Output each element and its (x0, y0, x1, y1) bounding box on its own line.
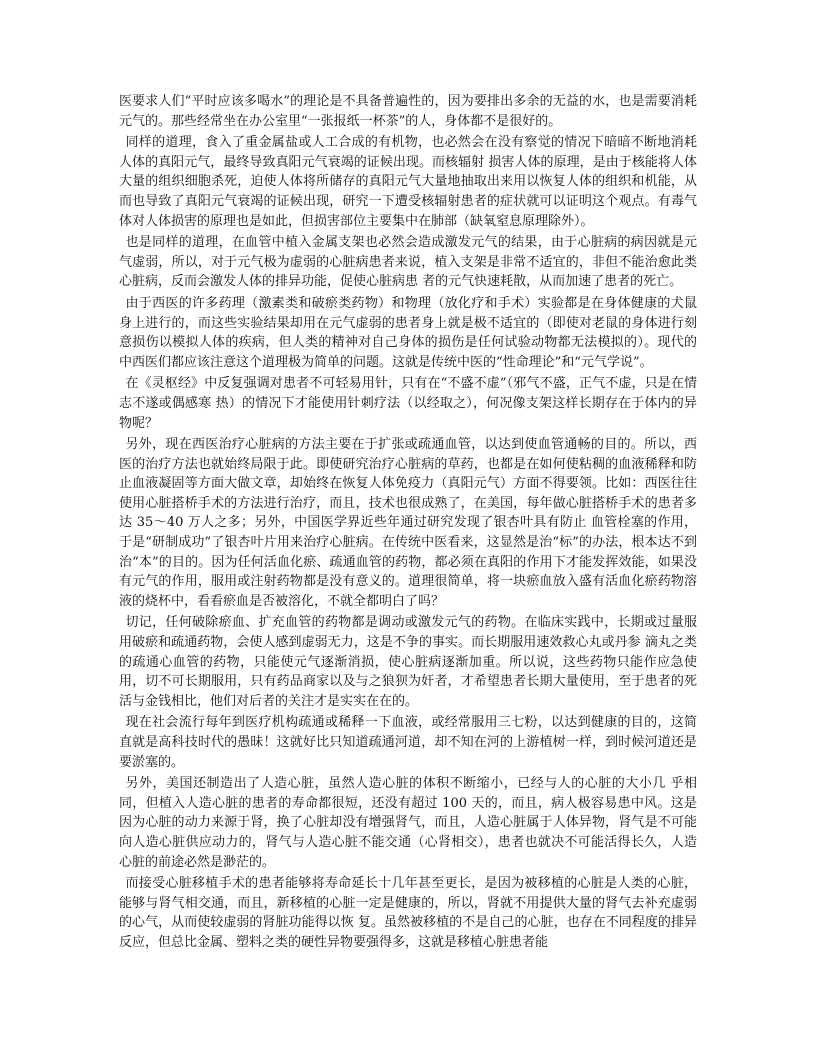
document-body (119, 92, 697, 955)
paragraph-3: 也是同样的道理，在血管中植入金属支架也必然会造成激发元气的结果，由于心脏病的病因就是元气虚弱，所以，对于元气极为虚弱的心脏病患者来说，植入支架是非常不适宜的，非但不能治愈此类心脏病，反而会激发人体的排异功能，促使心脏病患 者的元气快速耗散，从而加速了患者的死亡。 (119, 235, 697, 290)
paragraph-1: 医要求人们“平时应该多喝水”的理论是不具备普遍性的，因为要排出多余的无益的水，也是需要消耗元气的。那些经常坐在办公室里“一张报纸一杯茶”的人，身体都不是很好的。 (119, 94, 697, 129)
paragraph-6: 另外，现在西医治疗心脏病的方法主要在于扩张或疏通血管，以达到使血管通畅的目的。所以，西医的治疗方法也就始终局限于此。即使研究治疗心脏病的草药，也都是在如何使粘稠的血液稀释和防止血液凝固等方面大做文章，却始终在恢复人体免疫力（真阳元气）方面不得要领。比如：西医往往使用心脏搭桥手术的方法进行治疗，而且，技术也很成熟了，在美国，每年做心脏搭桥手术的患者多达 35～40 万人之多；另外，中国医学界近些年通过研究发现了银杏叶具有防止 血管栓塞的作用，于是“研制成功”了银杏叶片用来治疗心脏病。在传统中医看来，这显然是治“标”的办法，根本达不到治“本”的目的。因为任何活血化瘀、疏通血管的药物，都必须在真阳的作用下才能发挥效能，如果没有元气的作用，服用或注射药物都是没有意义的。道理很简单，将一块瘀血放入盛有活血化瘀药物溶液的烧杯中，看看瘀血是否被溶化，不就全都明白了吗？ (119, 437, 697, 609)
paragraph-4: 由于西医的许多药理（激素类和破瘀类药物）和物理（放化疗和手术）实验都是在身体健康的犬鼠身上进行的，而这些实验结果却用在元气虚弱的患者身上就是极不适宜的（即使对老鼠的身体进行刻意损伤以模拟人体的疾病，但人类的精神对自己身体的损伤是任何试验动物都无法模拟的）。现代的中西医们都应该注意这个道理极为简单的问题。这就是传统中医的“性命理论”和“元气学说”。 (119, 295, 697, 370)
paragraph-7: 切记，任何破除瘀血、扩充血管的药物都是调动或激发元气的药物。在临床实践中，长期或过量服用破瘀和疏通药物，会使人感到虚弱无力，这是不争的事实。而长期服用速效救心丸或丹参 滴丸之类的疏通心血管的药物，只能使元气逐渐消损，使心脏病逐渐加重。所以说，这些药物只能作应急使用，切不可长期服用，只有药品商家以及与之狼狈为奸者，才希望患者长期大量使用，至于患者的死活与金钱相比，他们对后者的关注才是实实在在的。 (119, 615, 697, 709)
paragraph-10: 而接受心脏移植手术的患者能够将寿命延长十几年甚至更长，是因为被移植的心脏是人类的心脏，能够与肾气相交通，而且，新移植的心脏一定是健康的，所以，肾就不用提供大量的肾气去补充虚弱的心气，从而使较虚弱的肾脏功能得以恢 复。虽然被移植的不是自己的心脏，也存在不同程度的排异反应，但总比金属、塑料之类的硬性异物要强得多，这就是移植心脏患者能 (119, 876, 697, 950)
paragraph-2: 同样的道理，食入了重金属盐或人工合成的有机物，也必然会在没有察觉的情况下暗暗不断地消耗人体的真阳元气，最终导致真阳元气衰竭的证候出现。而核辐射 损害人体的原理，是由于核能将人体大量的组织细胞杀死，迫使人体将所储存的真阳元气大量地抽取出来用以恢复人体的组织和机能，从而也导致了真阳元气衰竭的证候出现，研究一下遭受核辐射患者的症状就可以证明这个观点。有毒气体对人体损害的原理也是如此，但损害部位主要集中在肺部（缺氧窒息原理除外）。 (119, 135, 697, 229)
paragraph-9: 另外，美国还制造出了人造心脏，虽然人造心脏的体积不断缩小，已经与人的心脏的大小几 乎相同，但植入人造心脏的患者的寿命都很短，还没有超过 100 天的，而且，病人极容易患中风。这是因为心脏的动力来源于肾，换了心脏却没有增强肾气，而且，人造心脏属于人体异物，肾气是不可能向人造心脏供应动力的，肾气与人造心脏不能交通（心肾相交），患者也就决不可能活得长久，人造心脏的前途必然是渺茫的。 (119, 776, 697, 870)
paragraph-5: 在《灵枢经》中反复强调对患者不可轻易用针，只有在“不盛不虚”（邪气不盛，正气不虚，只是在情志不遂或偶感寒 热）的情况下才能使用针刺疗法（以经取之），何况像支架这样长期存在于体内的异物呢？ (119, 376, 697, 431)
paragraph-8: 现在社会流行每年到医疗机构疏通或稀释一下血液，或经常服用三七粉，以达到健康的目的，这简直就是高科技时代的愚昧！这就好比只知道疏通河道，却不知在河的上游植树一样，到时候河道还是要淤塞的。 (119, 715, 697, 770)
